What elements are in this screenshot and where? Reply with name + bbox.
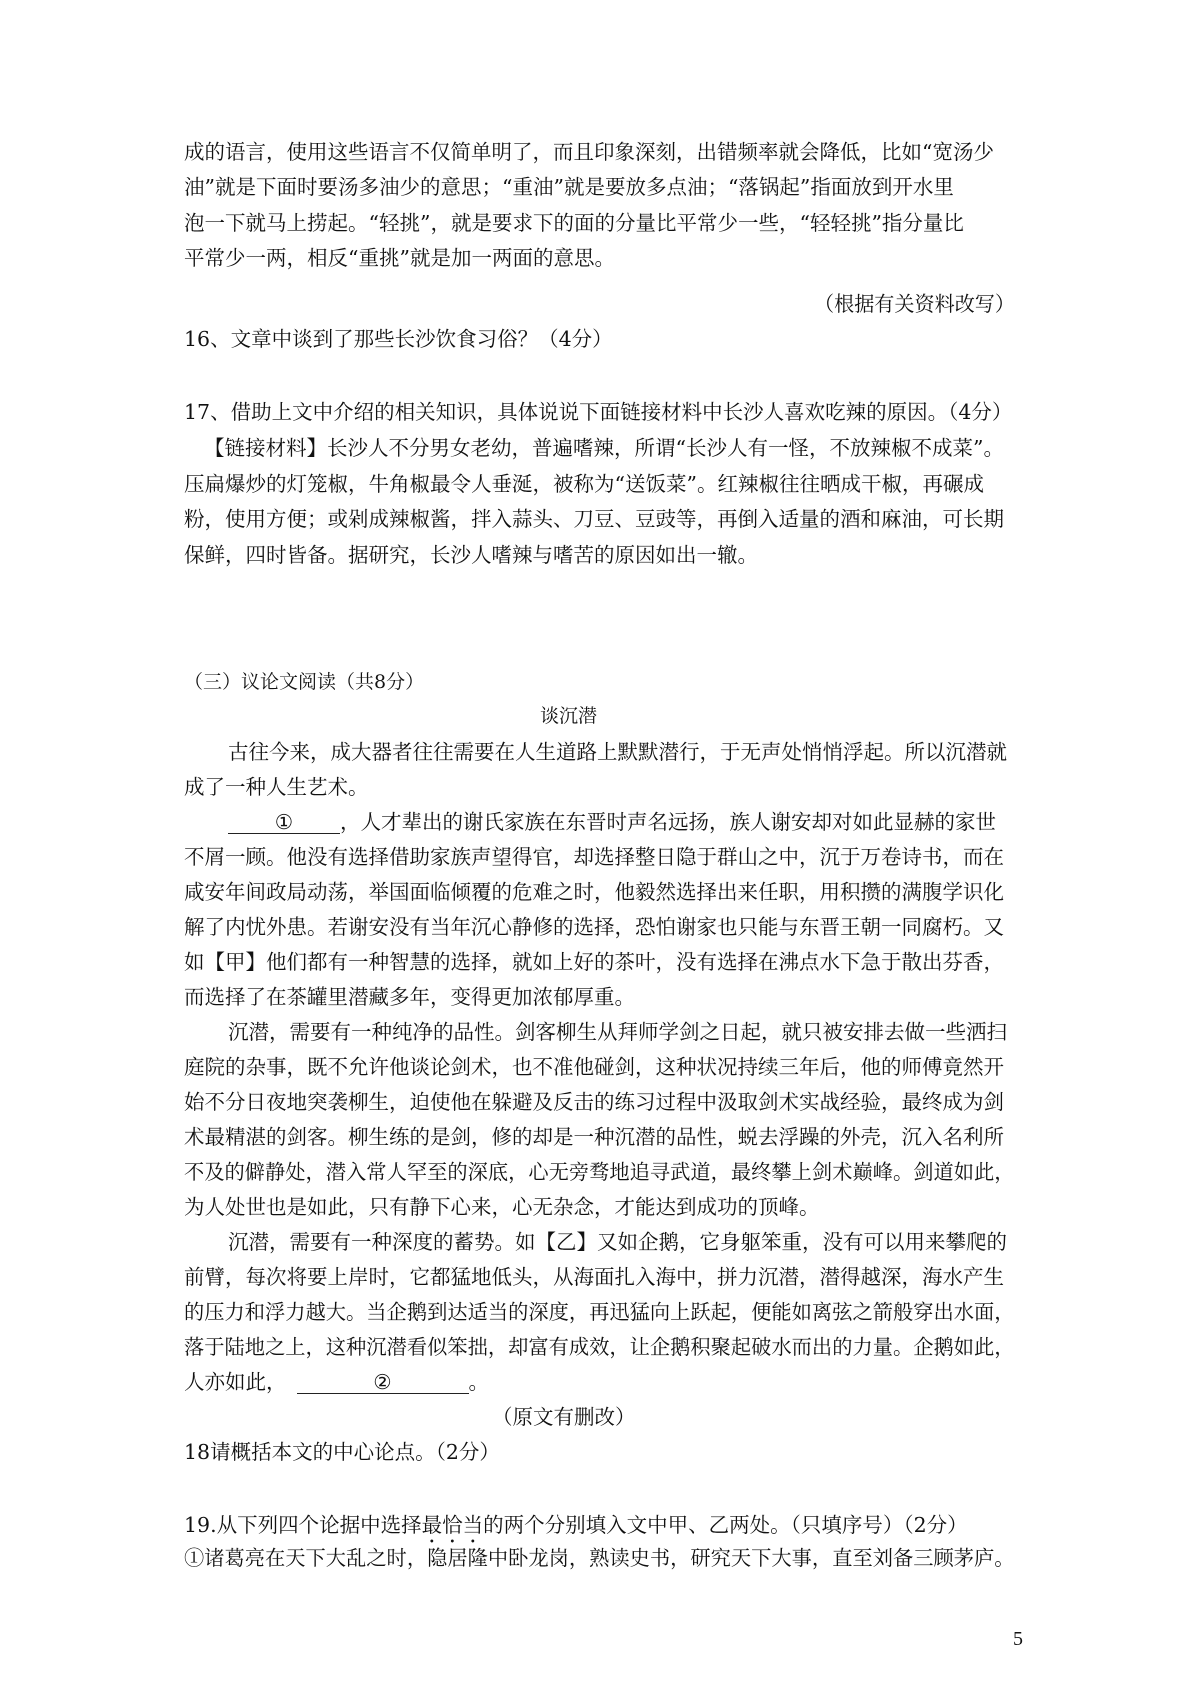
- blank-1: ①: [228, 812, 340, 834]
- essay-line: 庭院的杂事，既不允许他谈论剑术，也不准他碰剑，这种状况持续三年后，他的师傅竟然开: [184, 1055, 1004, 1079]
- essay-line: 解了内忧外患。若谢安没有当年沉心静修的选择，恐怕谢家也只能与东晋王朝一同腐朽。又: [184, 915, 1004, 939]
- essay-line: 如【甲】他们都有一种智慧的选择，就如上好的茶叶，没有选择在沸点水下急于散出芬香，: [184, 950, 1004, 974]
- link-material-line: 粉，使用方便；或剁成辣椒酱，拌入蒜头、刀豆、豆豉等，再倒入适量的酒和麻油，可长期: [184, 507, 1004, 531]
- essay-title: 谈沉潜: [540, 705, 598, 727]
- essay-line: 前臂，每次将要上岸时，它都猛地低头，从海面扎入海中，拼力沉潜，潜得越深，海水产生: [184, 1265, 1004, 1289]
- question-17: 17、借助上文中介绍的相关知识，具体说说下面链接材料中长沙人喜欢吃辣的原因。（4分）: [184, 400, 1013, 424]
- question-19: [184, 1513, 968, 1548]
- question-19-emphasis: 最恰当: [421, 1513, 484, 1537]
- essay-text: ，人才辈出的谢氏家族在东晋时声名远扬，族人谢安却对如此显赫的家世: [340, 810, 996, 834]
- essay-source-note: （原文有删改）: [492, 1405, 636, 1429]
- link-material-line: 【链接材料】长沙人不分男女老幼，普遍嗜辣，所谓“长沙人有一怪，不放辣椒不成菜”。: [204, 436, 1004, 460]
- essay-line: [228, 812, 996, 834]
- link-material-line: 保鲜，四时皆备。据研究，长沙人嗜辣与嗜苦的原因如出一辙。: [184, 543, 758, 567]
- essay-line: 为人处世也是如此，只有静下心来，心无杂念，才能达到成功的顶峰。: [184, 1195, 820, 1219]
- question-19-text: 的两个分别填入文中甲、乙两处。（只填序号）（2分）: [483, 1513, 968, 1537]
- essay-line: 古往今来，成大器者往往需要在人生道路上默默潜行，于无声处悄悄浮起。所以沉潜就: [228, 740, 1007, 764]
- question-19-text: 19.从下列四个论据中选择: [184, 1513, 422, 1537]
- passage-line: 成的语言，使用这些语言不仅简单明了，而且印象深刻，出错频率就会降低，比如“宽汤少: [184, 140, 994, 164]
- passage-source: （根据有关资料改写）: [814, 292, 1016, 316]
- option-1: ①诸葛亮在天下大乱之时，隐居隆中卧龙岗，熟读史书，研究天下大事，直至刘备三顾茅庐。: [184, 1546, 1015, 1570]
- question-18: 18请概括本文的中心论点。（2分）: [184, 1440, 500, 1464]
- question-16: 16、文章中谈到了那些长沙饮食习俗？（4分）: [184, 327, 613, 351]
- essay-line: 咸安年间政局动荡，举国面临倾覆的危难之时，他毅然选择出来任职，用积攒的满腹学识化: [184, 880, 1004, 904]
- essay-line: 始不分日夜地突袭柳生，迫使他在躲避及反击的练习过程中汲取剑术实战经验，最终成为剑: [184, 1090, 1004, 1114]
- essay-line: 落于陆地之上，这种沉潜看似笨拙，却富有成效，让企鹅积聚起破水而出的力量。企鹅如此，: [184, 1335, 1015, 1359]
- link-material-line: 压扁爆炒的灯笼椒，牛角椒最令人垂涎，被称为“送饭菜”。红辣椒往往晒成干椒，再碾成: [184, 472, 984, 496]
- essay-text: 。: [468, 1370, 489, 1394]
- essay-line: 而选择了在茶罐里潜藏多年，变得更加浓郁厚重。: [184, 985, 635, 1009]
- passage-line: 油”就是下面时要汤多油少的意思；“重油”就是要放多点油；“落锅起”指面放到开水里: [184, 175, 954, 199]
- passage-line: 泡一下就马上捞起。“轻挑”，就是要求下的面的分量比平常少一些，“轻轻挑”指分量比: [184, 211, 964, 235]
- essay-line: 不及的僻静处，潜入常人罕至的深底，心无旁骛地追寻武道，最终攀上剑术巅峰。剑道如此，: [184, 1160, 1015, 1184]
- essay-line: 不屑一顾。他没有选择借助家族声望得官，却选择整日隐于群山之中，沉于万卷诗书，而在: [184, 845, 1004, 869]
- essay-line: [184, 1372, 489, 1394]
- page-number: 5: [1013, 1628, 1023, 1650]
- passage-line: 平常少一两，相反“重挑”就是加一两面的意思。: [184, 246, 615, 270]
- essay-line: 沉潜，需要有一种深度的蓄势。如【乙】又如企鹅，它身躯笨重，没有可以用来攀爬的: [228, 1230, 1007, 1254]
- essay-line: 的压力和浮力越大。当企鹅到达适当的深度，再迅猛向上跃起，便能如离弦之箭般穿出水面，: [184, 1300, 1015, 1324]
- blank-2: ②: [297, 1372, 469, 1394]
- essay-line: 沉潜，需要有一种纯净的品性。剑客柳生从拜师学剑之日起，就只被安排去做一些洒扫: [228, 1020, 1007, 1044]
- essay-line: 成了一种人生艺术。: [184, 775, 369, 799]
- essay-text: 人亦如此，: [184, 1370, 287, 1394]
- section-heading: （三）议论文阅读（共8分）: [184, 671, 425, 693]
- essay-line: 术最精湛的剑客。柳生练的是剑，修的却是一种沉潜的品性，蜕去浮躁的外壳，沉入名利所: [184, 1125, 1004, 1149]
